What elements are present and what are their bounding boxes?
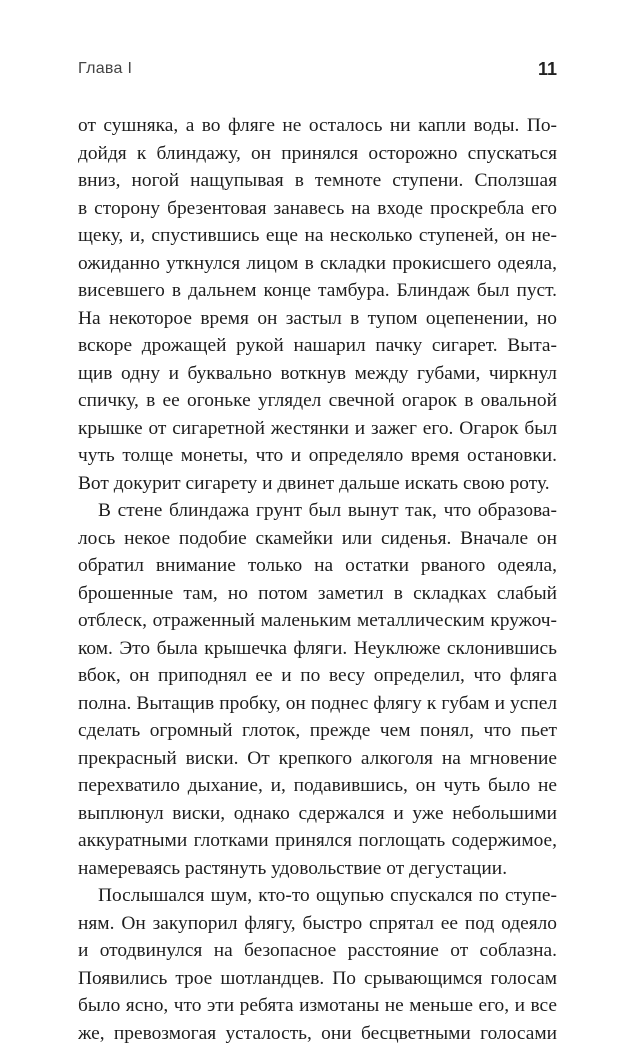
text-line: щив одну и буквально воткнув между губами, чиркнул: [78, 360, 557, 388]
paragraph: [78, 497, 557, 882]
paragraph: [78, 882, 557, 1047]
text-line: ням. Он закупорил флягу, быстро спрятал ее под одеяло: [78, 910, 557, 938]
text-line: брошенные там, но потом заметил в складках слабый: [78, 580, 557, 608]
text-line: перехватило дыхание, и, подавившись, он чуть было не: [78, 772, 557, 800]
text-line: чуть толще монеты, что и определяло время остановки.: [78, 442, 557, 470]
text-line: щеку, и, спустившись еще на несколько ступеней, он не-: [78, 222, 557, 250]
text-line: выплюнул виски, однако сдержался и уже небольшими: [78, 800, 557, 828]
text-line: висевшего в дальнем конце тамбура. Блиндаж был пуст.: [78, 277, 557, 305]
body-text: [78, 112, 557, 1047]
text-line: Послышался шум, кто-то ощупью спускался по ступе-: [78, 882, 557, 910]
page-number: 11: [538, 59, 557, 80]
text-line: вниз, ногой нащупывая в темноте ступени. Сползшая: [78, 167, 557, 195]
text-line: вбок, он приподнял ее и по весу определил, что фляга: [78, 662, 557, 690]
text-line: в сторону брезентовая занавесь на входе проскребла его: [78, 195, 557, 223]
text-line: же, превозмогая усталость, они бесцветными голосами: [78, 1020, 557, 1047]
text-line: ожиданно уткнулся лицом в складки прокисшего одеяла,: [78, 250, 557, 278]
text-line: ком. Это была крышечка фляги. Неуклюже склонившись: [78, 635, 557, 663]
text-line: лось некое подобие скамейки или сиденья. Вначале он: [78, 525, 557, 553]
text-line: В стене блиндажа грунт был вынут так, что образова-: [78, 497, 557, 525]
text-line: полна. Вытащив пробку, он поднес флягу к губам и успел: [78, 690, 557, 718]
text-line: было ясно, что эти ребята измотаны не меньше его, и все: [78, 992, 557, 1020]
text-line: дойдя к блиндажу, он принялся осторожно спускаться: [78, 140, 557, 168]
text-line: Вот докурит сигарету и двинет дальше искать свою роту.: [78, 470, 557, 498]
text-line: от сушняка, а во фляге не осталось ни капли воды. По-: [78, 112, 557, 140]
text-line: и отодвинулся на безопасное расстояние от соблазна.: [78, 937, 557, 965]
paragraph: [78, 112, 557, 497]
text-line: прекрасный виски. От крепкого алкоголя на мгновение: [78, 745, 557, 773]
text-line: спичку, в ее огоньке углядел свечной огарок в овальной: [78, 387, 557, 415]
text-line: обратил внимание только на остатки рваного одеяла,: [78, 552, 557, 580]
text-line: вскоре дрожащей рукой нашарил пачку сигарет. Выта-: [78, 332, 557, 360]
text-line: намереваясь растянуть удовольствие от дегустации.: [78, 855, 557, 883]
text-line: аккуратными глотками принялся поглощать содержимое,: [78, 827, 557, 855]
text-line: сделать огромный глоток, прежде чем понял, что пьет: [78, 717, 557, 745]
text-line: На некоторое время он застыл в тупом оцепенении, но: [78, 305, 557, 333]
text-line: крышке от сигаретной жестянки и зажег его. Огарок был: [78, 415, 557, 443]
text-line: отблеск, отраженный маленьким металлическим кружоч-: [78, 607, 557, 635]
text-line: Появились трое шотландцев. По срывающимся голосам: [78, 965, 557, 993]
running-head: Глава I: [78, 60, 132, 78]
